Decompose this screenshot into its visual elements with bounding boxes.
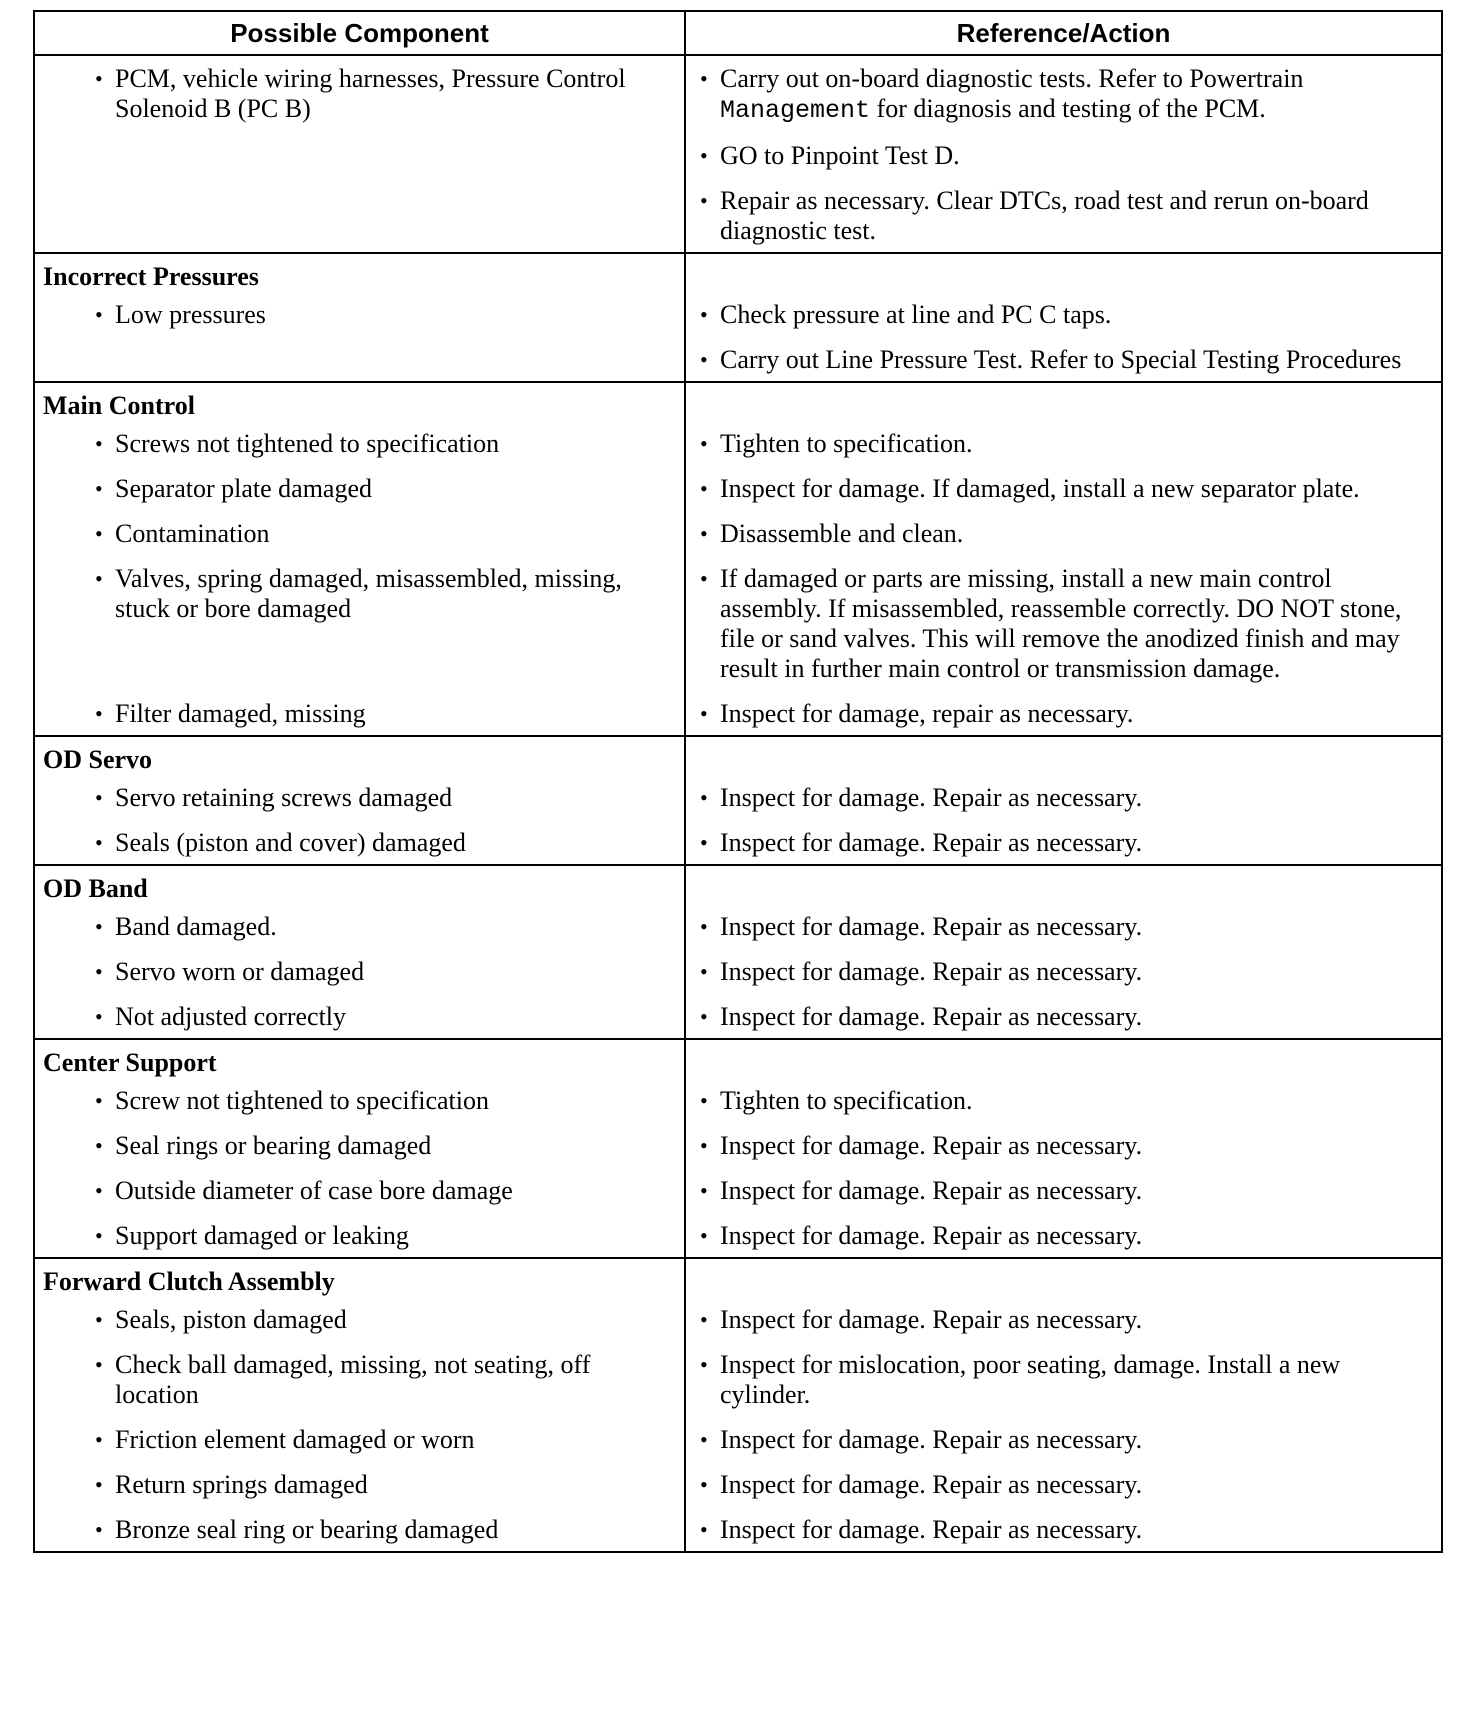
bullet-icon: •: [95, 521, 103, 546]
component-text: Contamination: [115, 519, 270, 548]
bullet-icon: •: [95, 1133, 103, 1158]
action-text: Carry out Line Pressure Test. Refer to Special Testing Procedures: [720, 345, 1402, 374]
bullet-icon: •: [95, 1004, 103, 1029]
bullet-icon: •: [95, 1427, 103, 1452]
action-item: [694, 64, 1433, 126]
action-text: If damaged or parts are missing, install a new main control assembly. If misassembled, reassemble correctly. DO NOT stone, file or sand valves. This will remove the anodized finish and may result in further main control or transmission damage.: [720, 564, 1402, 683]
component-text: Seals (piston and cover) damaged: [115, 828, 466, 857]
action-cell: [685, 382, 1442, 736]
component-item: [43, 300, 676, 375]
section-row: [34, 253, 1442, 382]
bullet-icon: •: [95, 1472, 103, 1497]
bullet-icon: •: [95, 701, 103, 726]
action-item: [694, 474, 1433, 504]
component-item: [43, 699, 676, 729]
bullet-icon: •: [95, 914, 103, 939]
bullet-icon: •: [700, 1004, 708, 1029]
bullet-icon: •: [700, 476, 708, 501]
section-title: OD Band: [43, 874, 148, 903]
action-item: [694, 1131, 1433, 1161]
bullet-icon: •: [700, 1427, 708, 1452]
action-list: [694, 1086, 1433, 1251]
action-item: [694, 783, 1433, 813]
action-list: [694, 429, 1433, 729]
action-item: [694, 1221, 1433, 1251]
bullet-icon: •: [700, 302, 708, 327]
bullet-icon: •: [95, 959, 103, 984]
action-text: Inspect for damage. Repair as necessary.: [720, 1131, 1143, 1160]
action-item: [694, 1086, 1433, 1116]
component-list: [43, 1086, 676, 1251]
component-text: Friction element damaged or worn: [115, 1425, 475, 1454]
action-list: [694, 783, 1433, 858]
bullet-icon: •: [95, 1223, 103, 1248]
component-item: [43, 564, 676, 684]
component-text: Not adjusted correctly: [115, 1002, 347, 1031]
section-title: Main Control: [43, 391, 195, 420]
component-text: Separator plate damaged: [115, 474, 372, 503]
component-text: Support damaged or leaking: [115, 1221, 409, 1250]
component-text: PCM, vehicle wiring harnesses, Pressure Control Solenoid B (PC B): [115, 64, 626, 123]
action-text: Disassemble and clean.: [720, 519, 964, 548]
action-text: Repair as necessary. Clear DTCs, road test and rerun on-board diagnostic test.: [720, 186, 1369, 245]
action-item: [694, 345, 1433, 375]
component-item: [43, 1131, 676, 1161]
diagnosis-table: [33, 10, 1443, 1553]
action-text: Carry out on-board diagnostic tests. Refer to Powertrain: [720, 64, 1304, 93]
component-item: [43, 1176, 676, 1206]
component-cell: [34, 1258, 685, 1552]
table-body: [34, 55, 1442, 1552]
action-item: [694, 699, 1433, 729]
bullet-icon: •: [700, 1223, 708, 1248]
bullet-icon: •: [95, 1178, 103, 1203]
component-text: Screw not tightened to specification: [115, 1086, 490, 1115]
component-item: [43, 1350, 676, 1410]
component-list: [43, 1305, 676, 1545]
component-item: [43, 474, 676, 504]
component-item: [43, 64, 676, 246]
action-cell: [685, 1258, 1442, 1552]
section-row: [34, 55, 1442, 253]
component-text: Valves, spring damaged, misassembled, missing, stuck or bore damaged: [115, 564, 622, 623]
section-title: Forward Clutch Assembly: [43, 1267, 335, 1296]
action-text: Inspect for damage. Repair as necessary.: [720, 1515, 1143, 1544]
bullet-icon: •: [700, 431, 708, 456]
bullet-icon: •: [700, 701, 708, 726]
section-spacer: [694, 1267, 1433, 1297]
section-row: [34, 1258, 1442, 1552]
bullet-icon: •: [700, 1088, 708, 1113]
bullet-icon: •: [95, 1307, 103, 1332]
bullet-icon: •: [700, 1178, 708, 1203]
bullet-icon: •: [95, 830, 103, 855]
action-item: [694, 1425, 1433, 1455]
component-cell: [34, 253, 685, 382]
section-title: Incorrect Pressures: [43, 262, 259, 291]
action-text: Inspect for damage. Repair as necessary.: [720, 1305, 1143, 1334]
section-row: [34, 865, 1442, 1039]
component-cell: [34, 1039, 685, 1258]
action-item: [694, 1350, 1433, 1410]
component-item: [43, 1086, 676, 1116]
component-text: Filter damaged, missing: [115, 699, 366, 728]
bullet-icon: •: [700, 347, 708, 372]
action-text-cont: for diagnosis and testing of the PCM.: [870, 94, 1266, 123]
action-text: Inspect for damage. Repair as necessary.: [720, 783, 1143, 812]
action-item: [694, 1470, 1433, 1500]
component-item: [43, 1425, 676, 1455]
component-list: [43, 783, 676, 858]
action-text: Inspect for damage. Repair as necessary.: [720, 1176, 1143, 1205]
component-list: [43, 64, 676, 246]
action-text: Inspect for damage. Repair as necessary.: [720, 1425, 1143, 1454]
bullet-icon: •: [700, 521, 708, 546]
section-spacer: [694, 874, 1433, 904]
action-text: Inspect for mislocation, poor seating, damage. Install a new cylinder.: [720, 1350, 1341, 1409]
action-text: Inspect for damage. Repair as necessary.: [720, 1002, 1143, 1031]
section-row: [34, 736, 1442, 865]
header-reference-action: Reference/Action: [685, 11, 1442, 55]
component-text: Outside diameter of case bore damage: [115, 1176, 513, 1205]
bullet-icon: •: [95, 431, 103, 456]
header-possible-component: Possible Component: [34, 11, 685, 55]
bullet-icon: •: [700, 566, 708, 591]
action-item: [694, 141, 1433, 171]
action-item: [694, 1176, 1433, 1206]
action-item: [694, 429, 1433, 459]
action-item: [694, 1305, 1433, 1335]
bullet-icon: •: [95, 785, 103, 810]
action-item: [694, 828, 1433, 858]
bullet-icon: •: [95, 476, 103, 501]
action-item: [694, 1515, 1433, 1545]
header-row: [34, 11, 1442, 55]
section-title: OD Servo: [43, 745, 153, 774]
action-item: [694, 186, 1433, 246]
section-spacer: [694, 262, 1433, 292]
action-text: Inspect for damage. Repair as necessary.: [720, 828, 1143, 857]
component-item: [43, 1305, 676, 1335]
action-text: Inspect for damage. If damaged, install a new separator plate.: [720, 474, 1360, 503]
action-item: [694, 1002, 1433, 1032]
component-text: Bronze seal ring or bearing damaged: [115, 1515, 499, 1544]
component-list: [43, 912, 676, 1032]
bullet-icon: •: [700, 959, 708, 984]
bullet-icon: •: [700, 66, 708, 91]
bullet-icon: •: [95, 66, 103, 91]
section-row: [34, 1039, 1442, 1258]
component-item: [43, 957, 676, 987]
component-text: Servo worn or damaged: [115, 957, 365, 986]
action-text: Inspect for damage. Repair as necessary.: [720, 957, 1143, 986]
action-list: [694, 1305, 1433, 1545]
component-text: Seal rings or bearing damaged: [115, 1131, 432, 1160]
bullet-icon: •: [95, 1352, 103, 1377]
component-cell: [34, 736, 685, 865]
section-spacer: [694, 391, 1433, 421]
action-item: [694, 564, 1433, 684]
action-item: [694, 912, 1433, 942]
component-item: [43, 828, 676, 858]
component-item: [43, 519, 676, 549]
component-item: [43, 912, 676, 942]
component-text: Low pressures: [115, 300, 266, 329]
component-item: [43, 783, 676, 813]
bullet-icon: •: [700, 188, 708, 213]
bullet-icon: •: [95, 1517, 103, 1542]
action-item: [694, 957, 1433, 987]
component-item: [43, 1002, 676, 1032]
bullet-icon: •: [700, 143, 708, 168]
action-cell: [685, 55, 1442, 253]
bullet-icon: •: [700, 1472, 708, 1497]
bullet-icon: •: [700, 785, 708, 810]
section-title: Center Support: [43, 1048, 217, 1077]
action-cell: [685, 865, 1442, 1039]
bullet-icon: •: [95, 1088, 103, 1113]
component-item: [43, 1515, 676, 1545]
component-list: [43, 300, 676, 375]
action-text: Inspect for damage, repair as necessary.: [720, 699, 1134, 728]
bullet-icon: •: [700, 1352, 708, 1377]
component-text: Band damaged.: [115, 912, 277, 941]
action-cell: [685, 736, 1442, 865]
action-text: Inspect for damage. Repair as necessary.: [720, 912, 1143, 941]
action-cell: [685, 253, 1442, 382]
component-text: Screws not tightened to specification: [115, 429, 500, 458]
action-list: [694, 300, 1433, 375]
component-item: [43, 429, 676, 459]
bullet-icon: •: [95, 566, 103, 591]
action-text-mono: Management: [720, 96, 871, 125]
component-text: Check ball damaged, missing, not seating, off location: [115, 1350, 591, 1409]
component-list: [43, 429, 676, 729]
section-spacer: [694, 745, 1433, 775]
action-text: Tighten to specification.: [720, 1086, 973, 1115]
component-text: Servo retaining screws damaged: [115, 783, 453, 812]
bullet-icon: •: [700, 1307, 708, 1332]
component-text: Return springs damaged: [115, 1470, 368, 1499]
action-list: [694, 64, 1433, 246]
section-spacer: [694, 1048, 1433, 1078]
action-text: Inspect for damage. Repair as necessary.: [720, 1470, 1143, 1499]
bullet-icon: •: [700, 1517, 708, 1542]
bullet-icon: •: [700, 830, 708, 855]
action-text: GO to Pinpoint Test D.: [720, 141, 960, 170]
action-text: Inspect for damage. Repair as necessary.: [720, 1221, 1143, 1250]
component-cell: [34, 55, 685, 253]
action-cell: [685, 1039, 1442, 1258]
bullet-icon: •: [700, 914, 708, 939]
component-cell: [34, 382, 685, 736]
action-text: Check pressure at line and PC C taps.: [720, 300, 1112, 329]
component-cell: [34, 865, 685, 1039]
action-item: [694, 519, 1433, 549]
action-list: [694, 912, 1433, 1032]
bullet-icon: •: [700, 1133, 708, 1158]
bullet-icon: •: [95, 302, 103, 327]
section-row: [34, 382, 1442, 736]
action-item: [694, 300, 1433, 330]
component-item: [43, 1470, 676, 1500]
action-text: Tighten to specification.: [720, 429, 973, 458]
component-item: [43, 1221, 676, 1251]
component-text: Seals, piston damaged: [115, 1305, 347, 1334]
